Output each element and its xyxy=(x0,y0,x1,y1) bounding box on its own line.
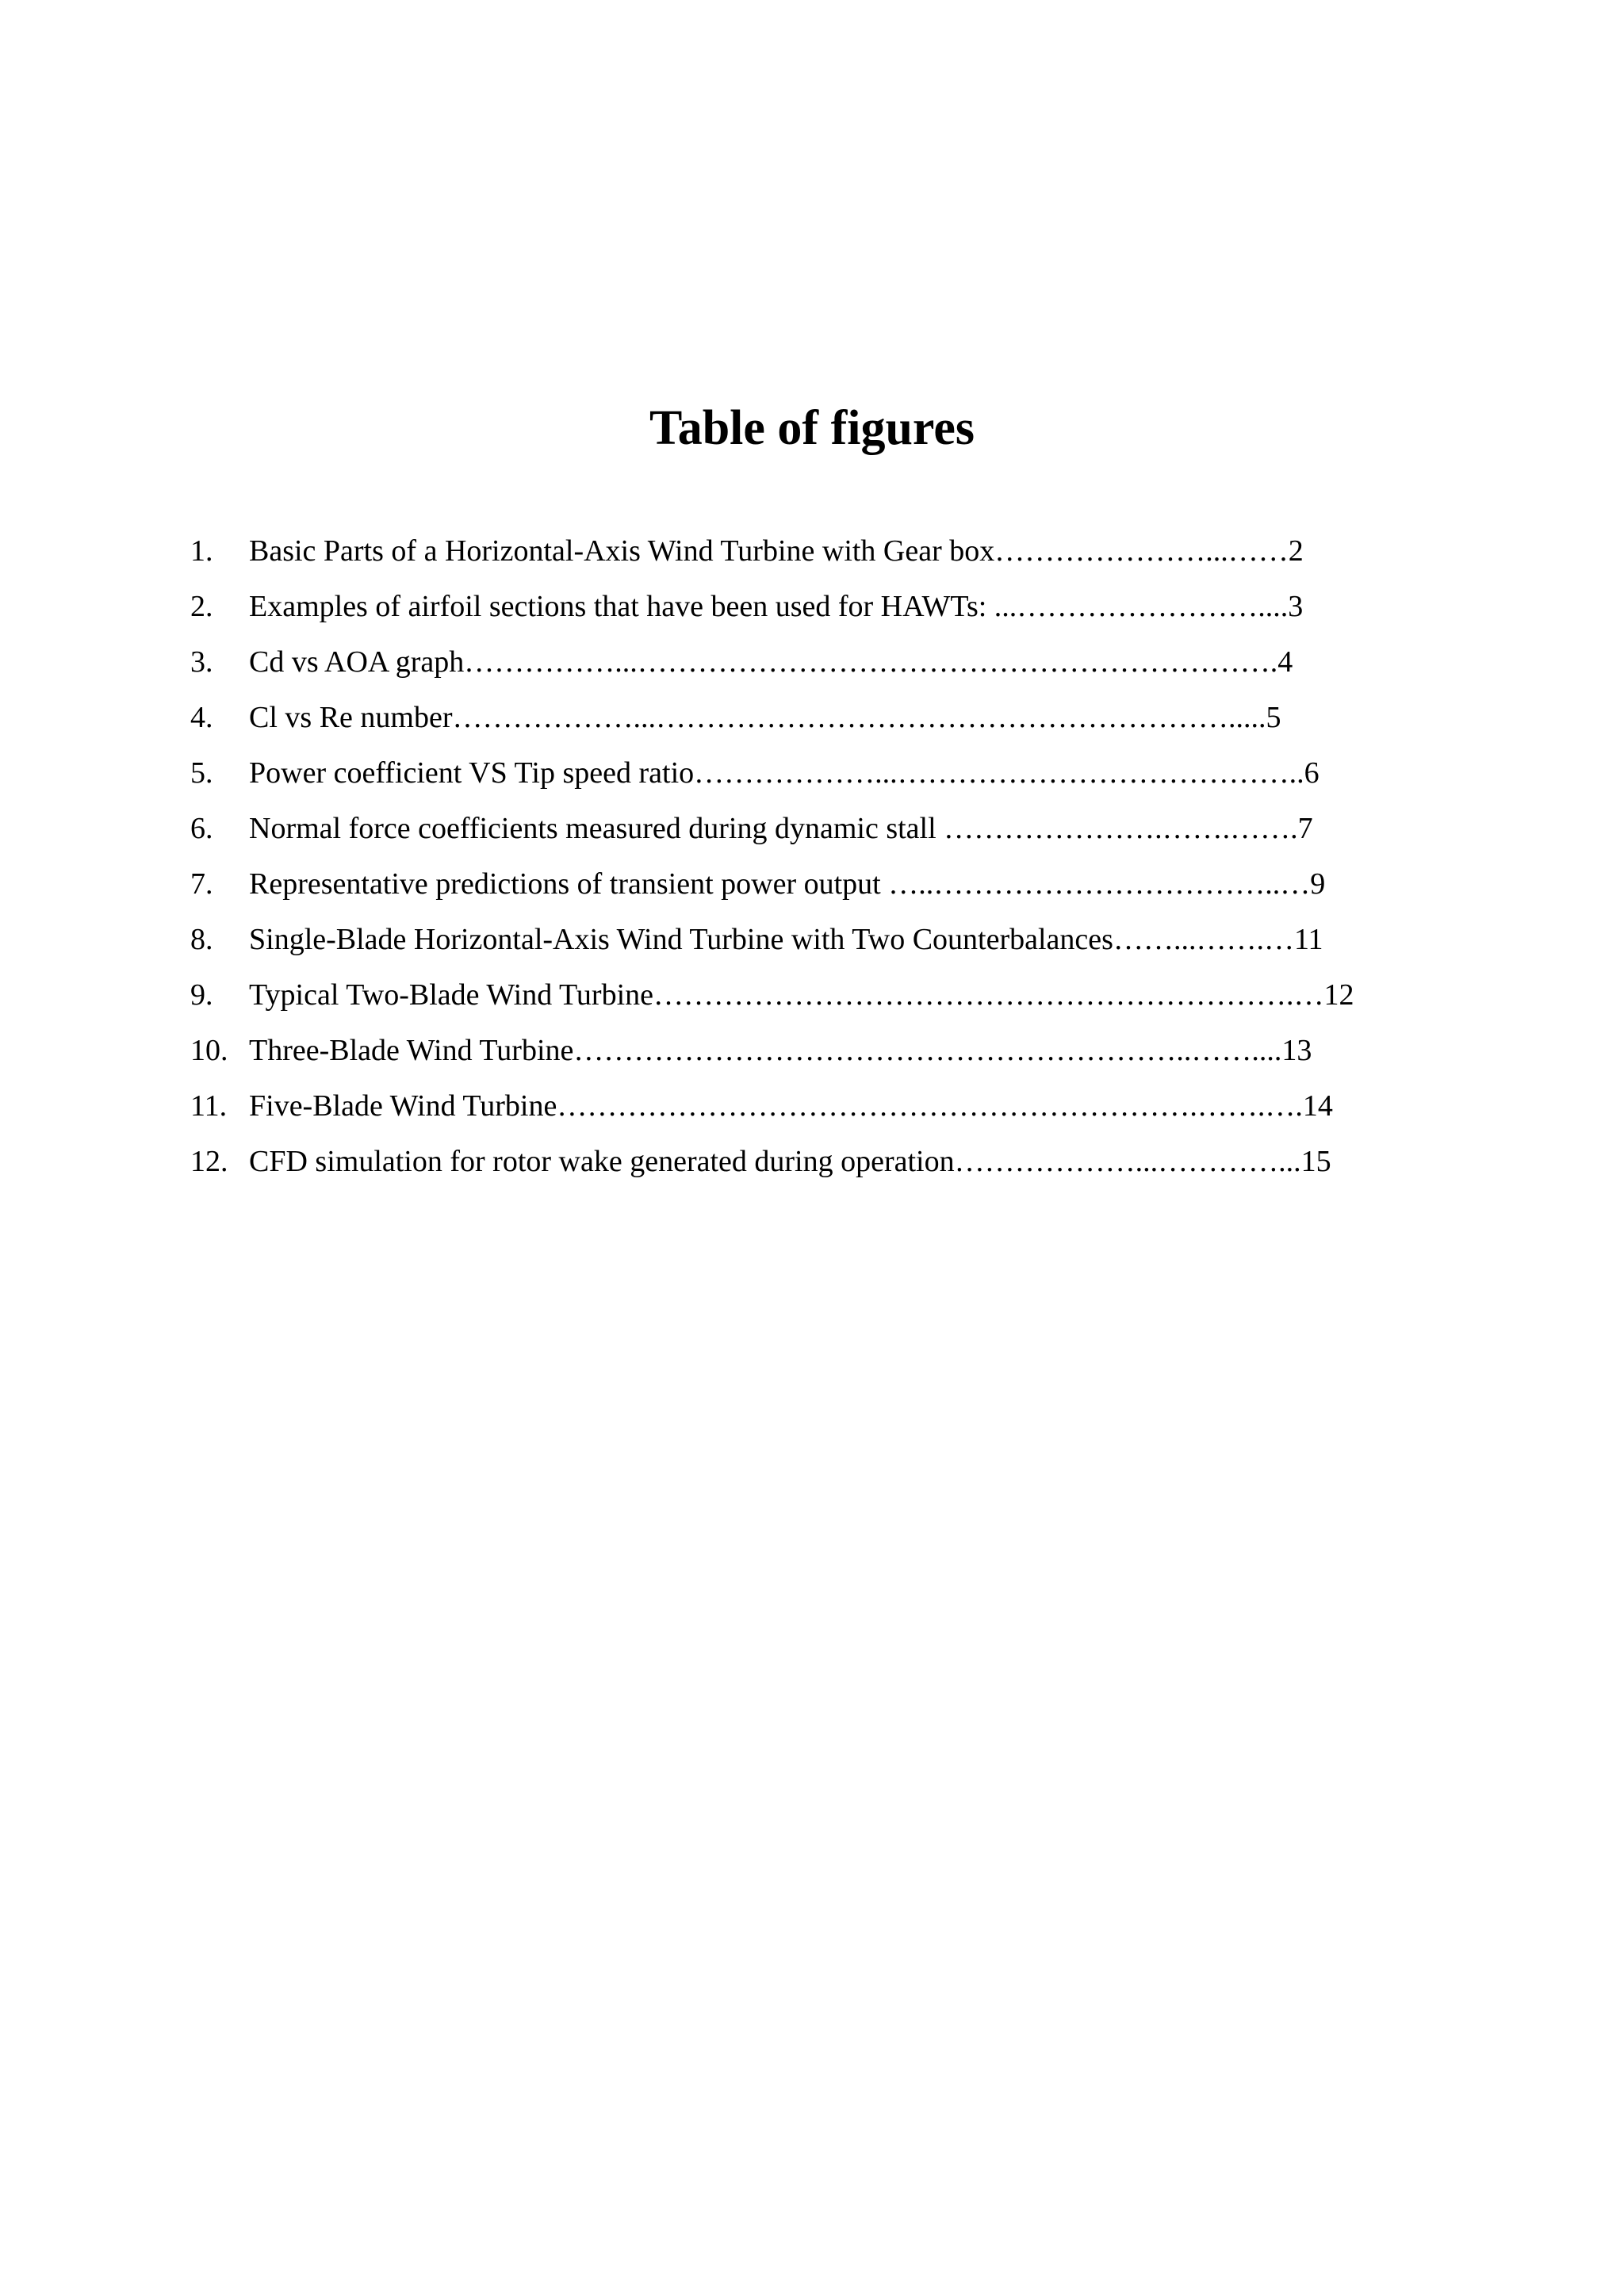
toc-entry-number: 12. xyxy=(190,1145,228,1178)
toc-entry-text: Single-Blade Horizontal-Axis Wind Turbine with Two Counterbalances……...…….…11 xyxy=(249,923,1323,956)
toc-entry xyxy=(190,801,1427,856)
toc-entry xyxy=(190,1078,1427,1134)
toc-entry xyxy=(190,912,1427,967)
toc-entry xyxy=(190,967,1427,1023)
toc-entry xyxy=(190,523,1427,579)
toc-entry-text: Cl vs Re number………………...………………………………………………….....5 xyxy=(249,701,1281,734)
toc-entry xyxy=(190,1023,1427,1078)
toc-entry xyxy=(190,745,1427,801)
toc-entry xyxy=(190,634,1427,690)
toc-entry-number: 9. xyxy=(190,978,213,1012)
toc-entry-text: Typical Two-Blade Wind Turbine……………………………………………………….…12 xyxy=(249,978,1354,1012)
toc-entry-text: Basic Parts of a Horizontal-Axis Wind Turbine with Gear box…………………...……2 xyxy=(249,534,1304,568)
toc-entry-number: 5. xyxy=(190,756,213,790)
toc-entry-number: 10. xyxy=(190,1034,228,1067)
toc-entry-text: Power coefficient VS Tip speed ratio………………...…………………………………..6 xyxy=(249,756,1320,790)
toc-entry-text: Representative predictions of transient power output …..……………………………..…9 xyxy=(249,867,1326,901)
toc-entry-number: 2. xyxy=(190,590,213,623)
toc-entry-number: 1. xyxy=(190,534,213,568)
toc-entry xyxy=(190,1134,1427,1189)
toc-entry-number: 3. xyxy=(190,645,213,679)
toc-entry xyxy=(190,579,1427,634)
toc-entry-text: Normal force coefficients measured during dynamic stall ………………….…….…….7 xyxy=(249,812,1313,845)
toc-entry xyxy=(190,690,1427,745)
table-of-figures-list xyxy=(190,523,1427,1189)
page-title: Table of figures xyxy=(649,401,975,455)
toc-entry-text: Five-Blade Wind Turbine……………………………………………………….…….….14 xyxy=(249,1089,1333,1123)
toc-entry-number: 11. xyxy=(190,1089,228,1123)
toc-entry-number: 8. xyxy=(190,923,213,956)
toc-entry-number: 4. xyxy=(190,701,213,734)
toc-entry-number: 6. xyxy=(190,812,213,845)
toc-entry xyxy=(190,856,1427,912)
toc-entry-text: Cd vs AOA graph……………...……………………………………………………….4 xyxy=(249,645,1293,679)
toc-entry-text: CFD simulation for rotor wake generated during operation………………...…………...15 xyxy=(249,1145,1331,1178)
toc-entry-text: Three-Blade Wind Turbine……………………………………………………..……....13 xyxy=(249,1034,1312,1067)
toc-entry-text: Examples of airfoil sections that have been used for HAWTs: ...……………………....3 xyxy=(249,590,1304,623)
toc-entry-number: 7. xyxy=(190,867,213,901)
